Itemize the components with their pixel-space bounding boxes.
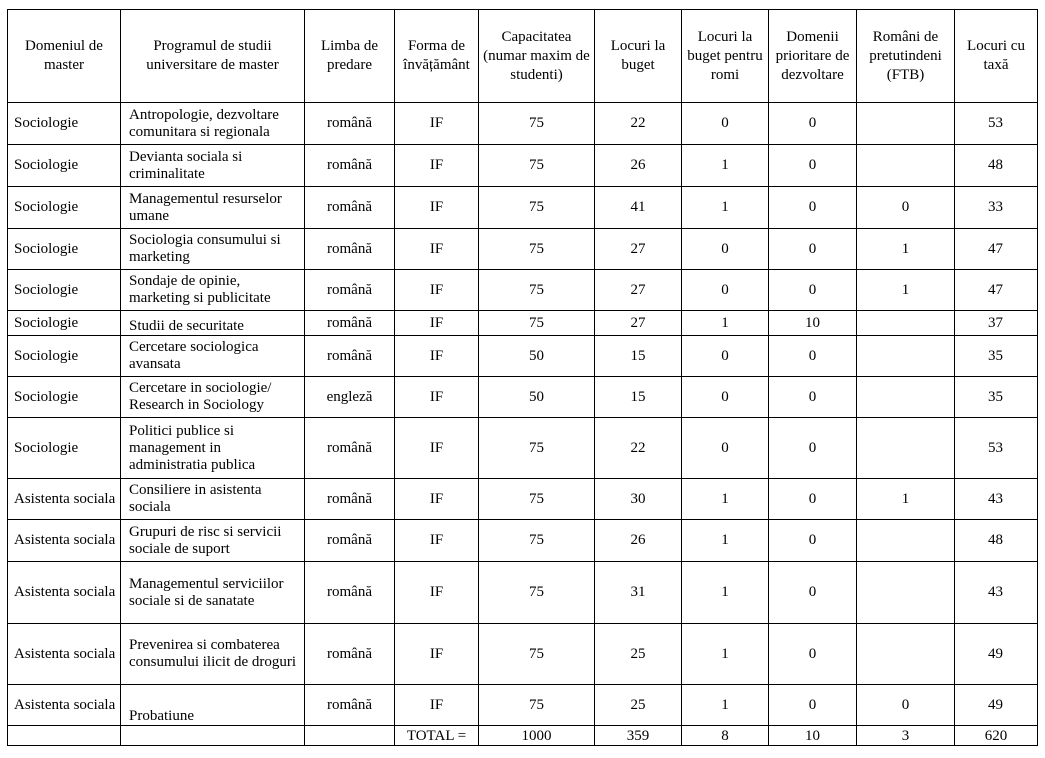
- header-domeniu: Domeniul de master: [8, 10, 121, 103]
- cell-limba: română: [305, 187, 395, 229]
- table-row: [8, 624, 1038, 685]
- total-row: [8, 726, 1038, 746]
- header-forma: Forma de învățământ: [395, 10, 479, 103]
- cell-buget: 30: [595, 479, 682, 520]
- cell-domeniu: Asistenta sociala: [8, 624, 121, 685]
- cell-domeniu: Sociologie: [8, 336, 121, 377]
- cell-romi: 0: [682, 270, 769, 311]
- header-ftb: Români de pretutindeni (FTB): [857, 10, 955, 103]
- cell-taxa: 33: [955, 187, 1038, 229]
- total-buget: 359: [595, 726, 682, 746]
- cell-capacitate: 75: [479, 187, 595, 229]
- cell-domeniu: Sociologie: [8, 377, 121, 418]
- cell-limba: română: [305, 103, 395, 145]
- cell-capacitate: 75: [479, 145, 595, 187]
- header-limba: Limba de predare: [305, 10, 395, 103]
- table-row: [8, 562, 1038, 624]
- cell-romi: 1: [682, 187, 769, 229]
- header-romi: Locuri la buget pentru romi: [682, 10, 769, 103]
- table-row: [8, 685, 1038, 726]
- cell-forma: IF: [395, 103, 479, 145]
- cell-romi: 1: [682, 562, 769, 624]
- cell-ftb: 0: [857, 187, 955, 229]
- cell-ftb: [857, 418, 955, 479]
- cell-buget: 27: [595, 311, 682, 336]
- cell-buget: 26: [595, 145, 682, 187]
- cell-forma: IF: [395, 187, 479, 229]
- cell-prioritare: 0: [769, 418, 857, 479]
- cell-limba: română: [305, 418, 395, 479]
- cell-romi: 1: [682, 624, 769, 685]
- cell-ftb: 1: [857, 479, 955, 520]
- cell-forma: IF: [395, 685, 479, 726]
- cell-program: Devianta sociala si criminalitate: [121, 145, 305, 187]
- cell-program: Grupuri de risc si servicii sociale de suport: [121, 520, 305, 562]
- cell-ftb: [857, 103, 955, 145]
- cell-prioritare: 0: [769, 685, 857, 726]
- cell-program: Managementul serviciilor sociale si de sanatate: [121, 562, 305, 624]
- table-row: [8, 229, 1038, 270]
- header-row: [8, 10, 1038, 103]
- cell-taxa: 37: [955, 311, 1038, 336]
- cell-capacitate: 75: [479, 270, 595, 311]
- cell-domeniu: Sociologie: [8, 145, 121, 187]
- header-prioritare: Domenii prioritare de dezvoltare: [769, 10, 857, 103]
- header-capacitate: Capacitatea (numar maxim de studenti): [479, 10, 595, 103]
- cell-taxa: 49: [955, 624, 1038, 685]
- cell-capacitate: 75: [479, 479, 595, 520]
- cell-limba: română: [305, 270, 395, 311]
- cell-romi: 1: [682, 685, 769, 726]
- cell-prioritare: 0: [769, 270, 857, 311]
- table-row: [8, 418, 1038, 479]
- cell-forma: IF: [395, 145, 479, 187]
- cell-program: Studii de securitate: [121, 311, 305, 336]
- table-row: [8, 103, 1038, 145]
- cell-buget: 22: [595, 103, 682, 145]
- total-empty-1: [8, 726, 121, 746]
- cell-program: Prevenirea si combaterea consumului ilicit de droguri: [121, 624, 305, 685]
- header-program: Programul de studii universitare de master: [121, 10, 305, 103]
- cell-program: Politici publice si management in administratia publica: [121, 418, 305, 479]
- cell-forma: IF: [395, 562, 479, 624]
- cell-ftb: [857, 562, 955, 624]
- cell-limba: română: [305, 685, 395, 726]
- cell-romi: 1: [682, 520, 769, 562]
- cell-program: Consiliere in asistenta sociala: [121, 479, 305, 520]
- cell-ftb: 0: [857, 685, 955, 726]
- cell-limba: română: [305, 562, 395, 624]
- cell-prioritare: 0: [769, 377, 857, 418]
- cell-taxa: 43: [955, 479, 1038, 520]
- total-capacitate: 1000: [479, 726, 595, 746]
- cell-ftb: [857, 377, 955, 418]
- cell-buget: 15: [595, 377, 682, 418]
- cell-taxa: 47: [955, 270, 1038, 311]
- cell-taxa: 49: [955, 685, 1038, 726]
- cell-limba: română: [305, 336, 395, 377]
- cell-capacitate: 75: [479, 229, 595, 270]
- cell-capacitate: 75: [479, 418, 595, 479]
- cell-domeniu: Asistenta sociala: [8, 562, 121, 624]
- cell-romi: 0: [682, 229, 769, 270]
- cell-prioritare: 0: [769, 624, 857, 685]
- total-label: TOTAL =: [395, 726, 479, 746]
- cell-taxa: 53: [955, 418, 1038, 479]
- cell-taxa: 48: [955, 145, 1038, 187]
- cell-capacitate: 75: [479, 311, 595, 336]
- cell-taxa: 47: [955, 229, 1038, 270]
- cell-taxa: 43: [955, 562, 1038, 624]
- cell-buget: 27: [595, 229, 682, 270]
- cell-prioritare: 0: [769, 562, 857, 624]
- cell-buget: 22: [595, 418, 682, 479]
- table-row: [8, 311, 1038, 336]
- cell-forma: IF: [395, 311, 479, 336]
- cell-romi: 1: [682, 479, 769, 520]
- cell-forma: IF: [395, 418, 479, 479]
- cell-program: Cercetare sociologica avansata: [121, 336, 305, 377]
- cell-capacitate: 75: [479, 103, 595, 145]
- cell-forma: IF: [395, 270, 479, 311]
- cell-ftb: [857, 311, 955, 336]
- cell-domeniu: Sociologie: [8, 270, 121, 311]
- cell-ftb: [857, 624, 955, 685]
- cell-capacitate: 75: [479, 562, 595, 624]
- cell-buget: 15: [595, 336, 682, 377]
- cell-forma: IF: [395, 479, 479, 520]
- table-row: [8, 377, 1038, 418]
- cell-romi: 1: [682, 311, 769, 336]
- cell-buget: 26: [595, 520, 682, 562]
- cell-limba: română: [305, 520, 395, 562]
- cell-forma: IF: [395, 229, 479, 270]
- header-taxa: Locuri cu taxă: [955, 10, 1038, 103]
- cell-ftb: 1: [857, 229, 955, 270]
- cell-forma: IF: [395, 624, 479, 685]
- cell-romi: 0: [682, 103, 769, 145]
- cell-program: Managementul resurselor umane: [121, 187, 305, 229]
- total-empty-2: [121, 726, 305, 746]
- cell-prioritare: 0: [769, 479, 857, 520]
- cell-domeniu: Sociologie: [8, 418, 121, 479]
- header-buget: Locuri la buget: [595, 10, 682, 103]
- cell-capacitate: 50: [479, 377, 595, 418]
- cell-forma: IF: [395, 520, 479, 562]
- cell-program: Sondaje de opinie, marketing si publicitate: [121, 270, 305, 311]
- cell-domeniu: Sociologie: [8, 187, 121, 229]
- cell-program: Cercetare in sociologie/ Research in Sociology: [121, 377, 305, 418]
- table-row: [8, 520, 1038, 562]
- cell-domeniu: Sociologie: [8, 229, 121, 270]
- cell-taxa: 35: [955, 336, 1038, 377]
- cell-prioritare: 10: [769, 311, 857, 336]
- cell-taxa: 53: [955, 103, 1038, 145]
- cell-program: Probatiune: [121, 685, 305, 726]
- cell-domeniu: Sociologie: [8, 103, 121, 145]
- table-row: [8, 145, 1038, 187]
- cell-ftb: [857, 336, 955, 377]
- cell-domeniu: Sociologie: [8, 311, 121, 336]
- cell-prioritare: 0: [769, 145, 857, 187]
- cell-buget: 25: [595, 624, 682, 685]
- cell-domeniu: Asistenta sociala: [8, 479, 121, 520]
- cell-taxa: 35: [955, 377, 1038, 418]
- cell-limba: română: [305, 479, 395, 520]
- cell-buget: 41: [595, 187, 682, 229]
- total-empty-3: [305, 726, 395, 746]
- cell-capacitate: 75: [479, 685, 595, 726]
- cell-prioritare: 0: [769, 336, 857, 377]
- cell-domeniu: Asistenta sociala: [8, 685, 121, 726]
- cell-limba: română: [305, 311, 395, 336]
- table-row: [8, 479, 1038, 520]
- cell-capacitate: 75: [479, 520, 595, 562]
- cell-forma: IF: [395, 377, 479, 418]
- total-romi: 8: [682, 726, 769, 746]
- cell-prioritare: 0: [769, 520, 857, 562]
- cell-ftb: [857, 520, 955, 562]
- cell-romi: 0: [682, 336, 769, 377]
- cell-buget: 25: [595, 685, 682, 726]
- table-row: [8, 336, 1038, 377]
- cell-prioritare: 0: [769, 103, 857, 145]
- cell-limba: română: [305, 229, 395, 270]
- master-programs-table: [7, 9, 1038, 746]
- cell-capacitate: 75: [479, 624, 595, 685]
- total-ftb: 3: [857, 726, 955, 746]
- cell-prioritare: 0: [769, 229, 857, 270]
- cell-limba: română: [305, 624, 395, 685]
- cell-romi: 0: [682, 377, 769, 418]
- cell-limba: română: [305, 145, 395, 187]
- total-taxa: 620: [955, 726, 1038, 746]
- cell-program: Sociologia consumului si marketing: [121, 229, 305, 270]
- cell-program: Antropologie, dezvoltare comunitara si regionala: [121, 103, 305, 145]
- cell-capacitate: 50: [479, 336, 595, 377]
- total-prioritare: 10: [769, 726, 857, 746]
- cell-buget: 27: [595, 270, 682, 311]
- cell-prioritare: 0: [769, 187, 857, 229]
- cell-forma: IF: [395, 336, 479, 377]
- table-row: [8, 187, 1038, 229]
- cell-ftb: [857, 145, 955, 187]
- cell-romi: 1: [682, 145, 769, 187]
- cell-limba: engleză: [305, 377, 395, 418]
- cell-buget: 31: [595, 562, 682, 624]
- cell-domeniu: Asistenta sociala: [8, 520, 121, 562]
- cell-taxa: 48: [955, 520, 1038, 562]
- table-row: [8, 270, 1038, 311]
- cell-ftb: 1: [857, 270, 955, 311]
- cell-romi: 0: [682, 418, 769, 479]
